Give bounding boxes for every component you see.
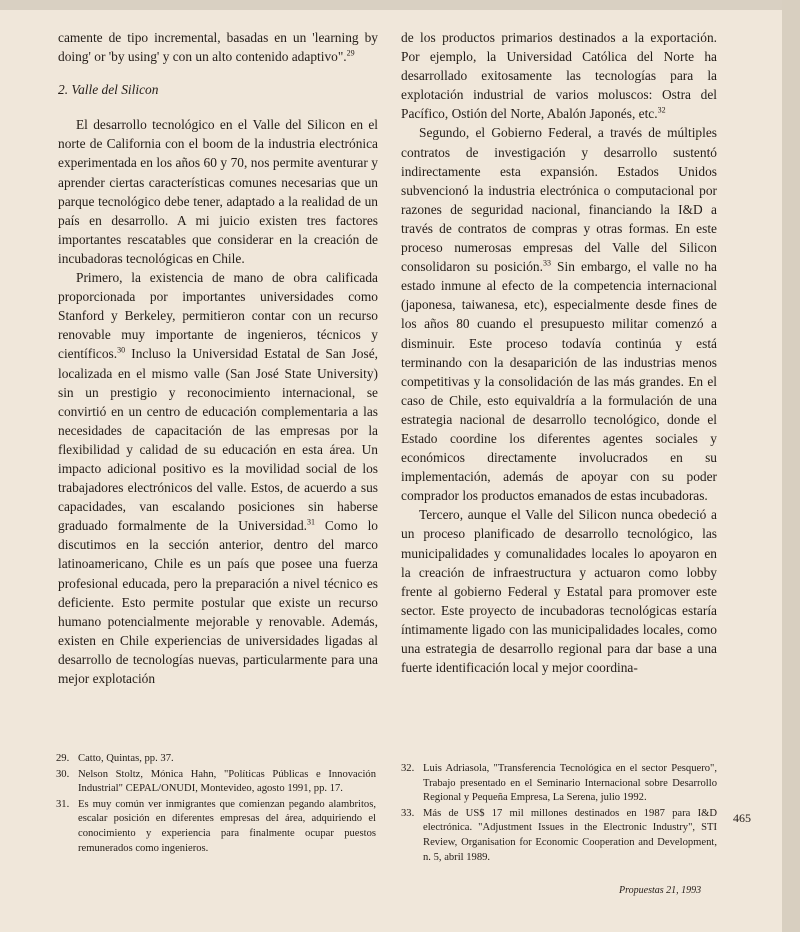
page-number: 465 [733,811,751,825]
footnote: 32. Luis Adriasola, "Transferencia Tecnológica en el sector Pesquero", Trabajo presentado en el Seminario Internacional sobre Desarrollo Regional y Pequeña Empresa, La Serena, julio 1992. [401,763,717,804]
paragraph-tercero: Tercero, aunque el Valle del Silicon nunca obedeció a un proceso planificado de desarrollo tecnológico, las municipalidades y comunalidades locales lo apoyaron en la creación de infraestructura y actuaron como lobby frente al gobierno Federal y Estatal para promover este sector. Este proyecto de incubadoras tecnológicas estaría íntimamente ligado con las municipalidades locales, como una estrategia de desarrollo regional para dar base a una fuerte identificación local y mejor coordina- [401,507,717,676]
footnote-ref: 31 [307,517,315,527]
footnote-ref: 33 [542,258,551,268]
page-edge-right [782,0,800,932]
footnote: 33. Más de US$ 17 mil millones destinados en 1987 para I&D electrónica. "Adjustment Issues in the Electronic Industry", STI Review, Organisation for Economic Cooperation and Development, n. 5, abril 1989. [401,807,717,863]
footnotes-right [401,762,717,866]
paragraph-primero: Primero, la existencia de mano de obra calificada proporcionada por importantes universidades como Stanford y Berkeley, permitieron contar con un recurso renovable muy importante de ingenieros, técnicos y científicos.$^{30}$ Incluso la Universidad Estatal de San José, localizada en el mismo valle (San José State University) sin un prestigio y reconocimiento internacional, se convirtió en un centro de educación complementaria a las necesidades de capacitación de las empresas por la flexibilidad y calidad de su educación en esta área. Un impacto adicional positivo es la movilidad social de los trabajadores electrónicos del valle. Estos, de acuerdo a sus capacidades, van escalando posiciones sin haberse graduado formalmente de la Universidad.$^{31}$ Como lo discutimos en la sección anterior, dentro del marco latinoamericano, Chile es un país que posee una fuerza profesional educada, pero la preparación a nivel técnico es deficiente. Esto permite postular que existe un recurso humano potencialmente mejorable y renovable. Además, existen en Chile experiencias de universidades ligadas al desarrollo de tecnologías nuevas, particularmente para una mejor explotación [58,270,378,686]
page-edge-top [0,0,800,10]
right-column [401,28,717,677]
footnote-ref: 29 [346,48,355,58]
paragraph-valle: El desarrollo tecnológico en el Valle del Silicon en el norte de California con el boom de la industria electrónica experimentada en los años 60 y 70, nos permite aventurar y aprender ciertas características comunes necesarias que un parque tecnológico debe tener, adaptado a la realidad de un país en desarrollo. A mi juicio existen tres factores importantes rescatables que considerar en la creación de incubadoras tecnológicas en Chile. [58,117,378,266]
footnote-ref: 32 [657,105,666,115]
left-intro-paragraph: camente de tipo incremental, basadas en un 'learning by doing' or 'by using' y con un alto contenido adaptivo".$^{29}$ [58,30,378,65]
footnote: 29. Catto, Quintas, pp. 37. [56,753,174,764]
section-heading: 2. Valle del Silicon [58,82,159,98]
paragraph-segundo: Segundo, el Gobierno Federal, a través de múltiples contratos de investigación y desarrollo sustentó indirectamente esta expansión. Estados Unidos subvencionó la industria electrónica o computacional por razones de seguridad nacional, financiando la I&D a través de contratos de compras y otras formas. En este proceso numerosas empresas del Valle del Silicon consolidaron su posición.$^{33}$ Sin embargo, el valle no ha estado inmune al efecto de la competencia internacional (japonesa, taiwanesa, etc), especialmente desde fines de los años 80 cuando el presupuesto militar comenzó a disminuir. Este proceso todavía continúa y está terminando con la desaparición de las industrias menos competitivas y la consolidación de las más grandes. En el caso de Chile, esto equivaldría a la formulación de una estrategia nacional de desarrollo tecnológico, donde el Estado coordine los diferentes agentes sociales y económicos directamente involucrados en su implementación, además de apoyar con su poder comprador los productos emanados de estas incubadoras. [401,125,717,504]
footnotes-left [56,752,376,857]
footnote: 31. Es muy común ver inmigrantes que comienzan pegando alambritos, escalar posición en diferentes empresas del área, adquiriendo el conocimiento y experiencia para finalmente ocupar puestos remunerados como ingenieros. [56,798,376,854]
left-column [58,28,378,688]
footnote: 30. Nelson Stoltz, Mónica Hahn, "Políticas Públicas e Innovación Industrial" CEPAL/ONUDI, Montevideo, agosto 1991, pp. 17. [56,768,376,795]
paragraph-continuation: de los productos primarios destinados a la exportación. Por ejemplo, la Universidad Católica del Norte ha desarrollado exitosamente las tecnologías para la explotación industrial de varios moluscos: Ostra del Pacífico, Ostión del Norte, Abalón Japonés, etc.$^{32}$ [401,30,717,122]
footnote-ref: 30 [117,345,126,355]
publication-footer: Propuestas 21, 1993 [619,885,702,896]
